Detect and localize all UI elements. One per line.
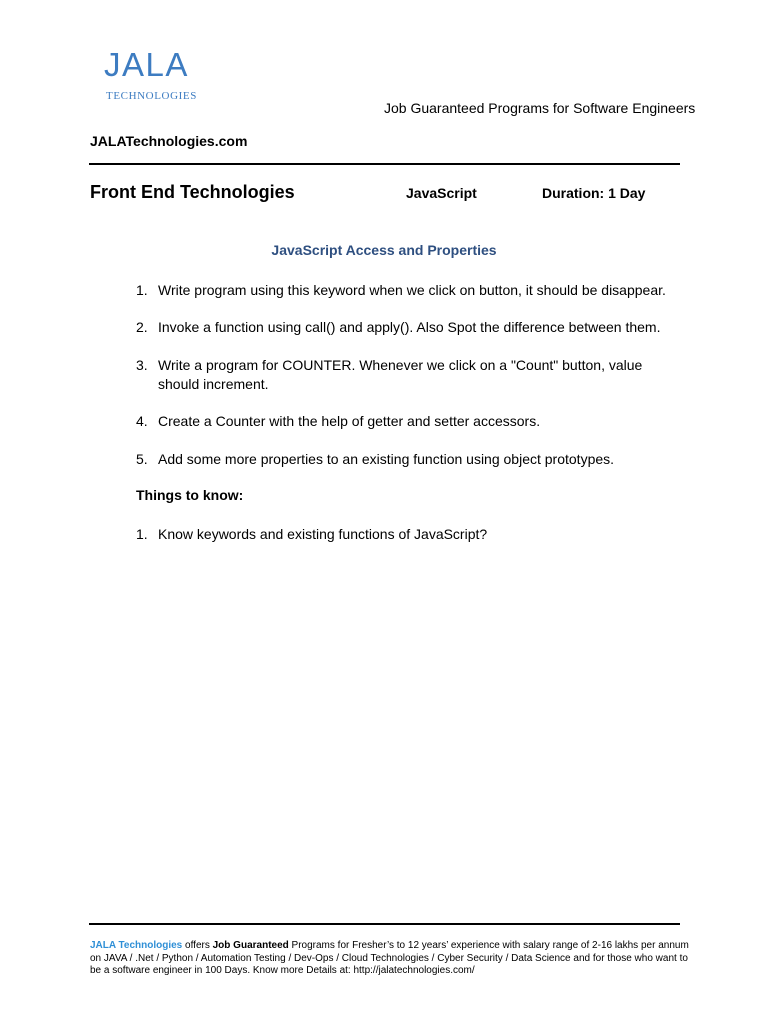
item-text: Know keywords and existing functions of JavaScript? <box>158 526 488 542</box>
course-duration: Duration: 1 Day <box>542 185 646 201</box>
footer-note <box>90 940 690 978</box>
task-text: Add some more properties to an existing function using object prototypes. <box>158 451 615 467</box>
task-text: Write program using this keyword when we click on button, it should be disappear. <box>158 282 666 298</box>
footer-divider <box>89 923 680 925</box>
task-number: 2. <box>136 319 148 335</box>
section-heading: JavaScript Access and Properties <box>271 242 497 258</box>
task-item <box>136 281 676 300</box>
task-item <box>136 356 656 394</box>
task-number: 1. <box>136 282 148 298</box>
things-to-know-heading: Things to know: <box>136 487 244 503</box>
task-item <box>136 318 676 337</box>
item-number: 1. <box>136 526 148 542</box>
footer-text: Programs for Fresher’s to 12 years’ experience with salary range of 2-16 lakhs per annum on JAVA / .Net / Python / Automation Testing / Dev-Ops / Cloud Technologies / Cyber Security / Data Science and for those who want to be a software engineer in 100 Days. Know more Details at: http://jalatechnologies.com/ <box>90 940 689 976</box>
things-to-know-item <box>136 525 676 544</box>
header-divider <box>89 163 680 165</box>
footer-job-guaranteed: Job Guaranteed <box>212 940 289 951</box>
task-item <box>136 412 676 431</box>
website-label: JALATechnologies.com <box>90 133 248 149</box>
course-title: Front End Technologies <box>90 182 295 202</box>
task-item <box>136 450 676 469</box>
footer-offers: offers <box>182 940 213 951</box>
task-text: Create a Counter with the help of getter and setter accessors. <box>158 413 541 429</box>
task-text: Write a program for COUNTER. Whenever we click on a "Count" button, value should increment. <box>158 357 643 392</box>
task-number: 4. <box>136 413 148 429</box>
task-text: Invoke a function using call() and apply(). Also Spot the difference between them. <box>158 319 661 335</box>
tagline: Job Guaranteed Programs for Software Engineers <box>384 100 696 116</box>
task-number: 3. <box>136 357 148 373</box>
logo-subtitle: TECHNOLOGIES <box>106 90 197 102</box>
footer-brand: JALA Technologies <box>90 940 183 951</box>
logo-wordmark: JALA <box>104 46 189 83</box>
task-number: 5. <box>136 451 148 467</box>
course-subject: JavaScript <box>406 185 477 201</box>
